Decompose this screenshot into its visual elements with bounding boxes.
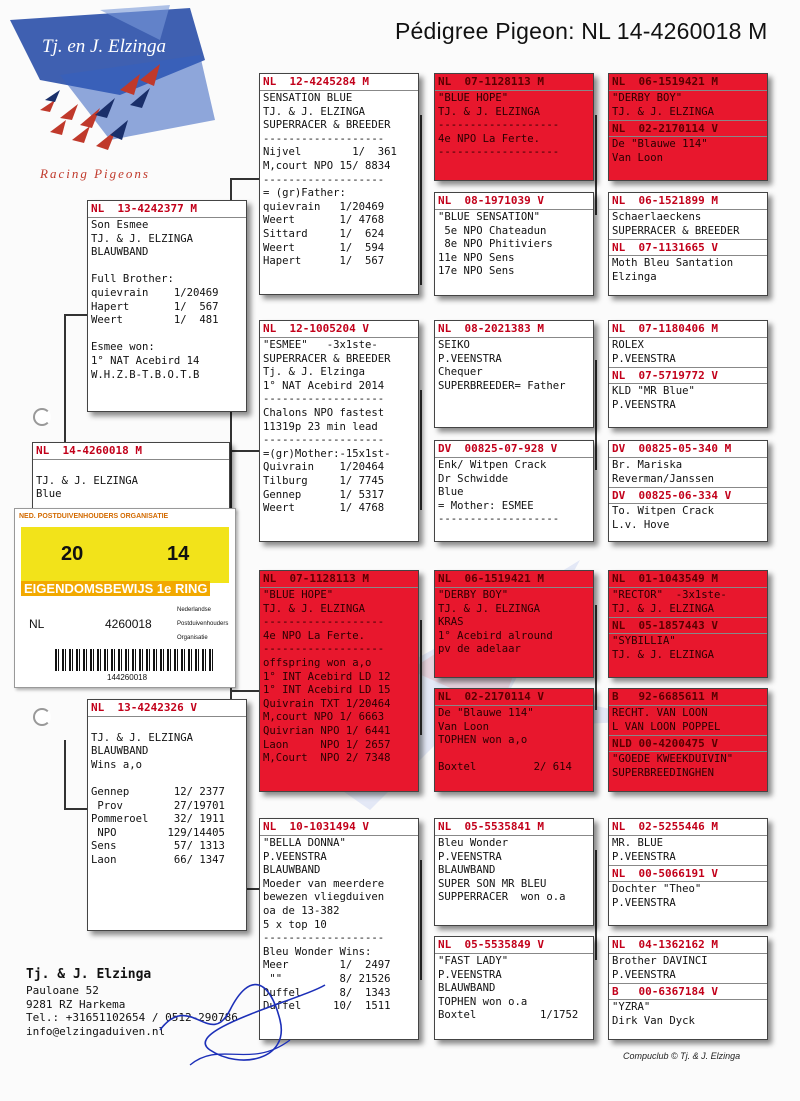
connector-line: [64, 808, 88, 810]
pedigree-box-gen3-8: [434, 936, 594, 1040]
pedigree-box-subject: [32, 442, 230, 510]
contact-tel: Tel.: +31651102654 / 0512-290786: [26, 1011, 238, 1024]
ring-number: NLD 00-4200475 V: [609, 735, 767, 752]
ring-number: NL 10-1031494 V: [260, 819, 418, 836]
pedigree-line: [91, 718, 243, 732]
pedigree-line: Esmee won:: [91, 341, 155, 354]
pedigree-line: TJ. & J. ELZINGA: [612, 648, 715, 661]
ring-card-barcode-number: 144260018: [107, 673, 148, 682]
pedigree-line: TOPHEN won o.a: [438, 995, 528, 1008]
pedigree-line: Van Loon: [438, 720, 490, 733]
pedigree-line: Pommeroel 32/ 1911: [91, 813, 225, 826]
pedigree-line: 8e NPO Phitiviers: [438, 238, 553, 251]
pedigree-line: TJ. & J. ELZINGA: [263, 602, 366, 615]
pedigree-line: "GOEDE KWEEKDUIVIN": [612, 753, 734, 766]
pedigree-line: 4e NPO La Ferte.: [438, 132, 541, 145]
ring-card-org-p: Postduivenhouders: [177, 621, 229, 627]
pedigree-line: -------------------: [263, 434, 385, 447]
ring-number: B 00-6367184 V: [609, 983, 767, 1000]
pedigree-box-gen4-8: [608, 936, 768, 1040]
ring-number: DV 00825-07-928 V: [435, 441, 593, 458]
signature-graphic: [150, 970, 330, 1080]
pedigree-line: -------------------: [263, 393, 385, 406]
pedigree-line: BLAUWBAND: [91, 246, 149, 259]
pedigree-line: 1° NAT Acebird 2014: [263, 379, 385, 392]
pedigree-line: [91, 260, 243, 274]
pedigree-line: -------------------: [263, 643, 385, 656]
pedigree-line: Dr Schwidde: [438, 472, 509, 485]
pedigree-line: 11e NPO Sens: [438, 251, 515, 264]
pedigree-line: Bleu Wonder Wins:: [263, 945, 372, 958]
pedigree-box-gen4-4: [608, 440, 768, 542]
pedigree-line: Tj. & J. Elzinga: [263, 366, 366, 379]
pedigree-box-gen3-2: [434, 192, 594, 296]
pedigree-line: Meer 1/ 2497: [263, 959, 391, 972]
pedigree-line: TJ. & J. ELZINGA: [36, 474, 139, 487]
pedigree-line: TJ. & J. ELZINGA: [91, 731, 194, 744]
pedigree-line: offspring won a,o: [263, 656, 372, 669]
pedigree-line: P.VEENSTRA: [612, 850, 676, 863]
ring-number: NL 13-4242326 V: [88, 700, 246, 717]
pedigree-line: TJ. & J. ELZINGA: [263, 105, 366, 118]
pedigree-line: Brother DAVINCI: [612, 955, 708, 967]
pedigree-line: SENSATION BLUE: [263, 92, 353, 104]
pedigree-box-sire-dam: [259, 320, 419, 542]
ring-number: NL 02-2170114 V: [435, 689, 593, 706]
connector-line: [230, 450, 260, 452]
connector-line: [595, 605, 597, 710]
pedigree-line: quievrain 1/20469: [263, 200, 385, 213]
pedigree-line: [438, 748, 590, 762]
pedigree-line: -------------------: [263, 616, 385, 629]
pedigree-line: Boxtel 1/1752: [438, 1009, 579, 1022]
ring-number: NL 06-1519421 M: [609, 74, 767, 91]
pedigree-line: 5e NPO Chateadun: [438, 224, 547, 237]
ring-card-label: EIGENDOMSBEWIJS 1e RING: [21, 581, 210, 596]
pedigree-line: "BELLA DONNA": [263, 837, 346, 849]
connector-line: [64, 314, 66, 446]
ring-number: NL 12-4245284 M: [260, 74, 418, 91]
pedigree-line: Br. Mariska: [612, 459, 683, 471]
contact-name: Tj. & J. Elzinga: [26, 967, 152, 982]
pedigree-line: 4e NPO La Ferte.: [263, 629, 366, 642]
pedigree-line: Quivrian NPO 1/ 6441: [263, 724, 391, 737]
connector-line: [420, 390, 422, 510]
pedigree-line: "SYBILLIA": [612, 635, 676, 648]
pedigree-line: -------------------: [263, 932, 385, 945]
ring-card-org-n: Nederlandse: [177, 607, 212, 613]
pedigree-line: -------------------: [263, 132, 385, 145]
pedigree-line: L VAN LOON POPPEL: [612, 720, 721, 733]
pedigree-line: Gennep 1/ 5317: [263, 488, 385, 501]
ring-number: NL 07-1128113 M: [260, 571, 418, 588]
pedigree-line: BLAUWBAND: [438, 864, 496, 877]
ring-number: NL 14-4260018 M: [33, 443, 229, 460]
pedigree-line: [91, 328, 243, 342]
pedigree-line: Duffel 8/ 1343: [263, 986, 391, 999]
ring-number: NL 01-1043549 M: [609, 571, 767, 588]
barcode-graphic: [55, 649, 215, 671]
pedigree-line: quievrain 1/20469: [91, 286, 219, 299]
ring-card-prefix: NL: [29, 617, 45, 631]
ring-number: NL 07-1180406 M: [609, 321, 767, 338]
pedigree-line: Chequer: [438, 366, 483, 379]
pedigree-line: M,Court NPO 2/ 7348: [263, 752, 391, 765]
ring-number: NL 02-2170114 V: [609, 120, 767, 137]
pedigree-line: Tilburg 1/ 7745: [263, 474, 385, 487]
page-title: Pédigree Pigeon: NL 14-4260018 M: [395, 18, 768, 44]
punch-hole: [33, 708, 51, 726]
pedigree-line: BLAUWBAND: [438, 982, 496, 995]
pedigree-line: SUPERRACER & BREEDER: [263, 352, 391, 365]
pedigree-line: "FAST LADY": [438, 955, 509, 967]
pedigree-box-gen3-6: [434, 688, 594, 792]
pedigree-line: Sens 57/ 1313: [91, 840, 225, 853]
pedigree-line: 1° NAT Acebird 14: [91, 354, 200, 367]
connector-line: [64, 740, 66, 810]
pedigree-line: "RECTOR" -3x1ste-: [612, 589, 727, 601]
ring-card-yellow-band: [21, 527, 229, 583]
pedigree-line: "BLUE HOPE": [263, 589, 334, 601]
ring-number: NL 05-1857443 V: [609, 617, 767, 634]
pedigree-line: De "Blauwe 114": [612, 138, 708, 151]
pedigree-line: ROLEX: [612, 339, 644, 351]
pedigree-line: = Mother: ESMEE: [438, 499, 534, 512]
pedigree-line: Laon NPO 1/ 2657: [263, 738, 391, 751]
pedigree-line: Quivrain TXT 1/20464: [263, 697, 391, 710]
ring-number: NL 07-1128113 M: [435, 74, 593, 91]
pedigree-line: 1° INT Acebird LD 15: [263, 684, 391, 697]
pedigree-line: BLAUWBAND: [263, 864, 321, 877]
ring-number: NL 05-5535849 V: [435, 937, 593, 954]
pedigree-line: P.VEENSTRA: [612, 398, 676, 411]
pedigree-box-gen4-3: [608, 320, 768, 428]
pedigree-line: Chalons NPO fastest: [263, 406, 385, 419]
logo-flag-graphic: [0, 0, 260, 190]
pedigree-line: "DERBY BOY": [438, 589, 509, 601]
pedigree-line: SUPER SON MR BLEU: [438, 877, 547, 890]
pedigree-line: M,court NPO 15/ 8834: [263, 159, 391, 172]
pedigree-line: Weert 1/ 594: [263, 241, 385, 254]
ring-number: NL 08-1971039 V: [435, 193, 593, 210]
pedigree-line: To. Witpen Crack: [612, 505, 715, 518]
pedigree-line: "BLUE SENSATION": [438, 211, 541, 223]
pedigree-box-gen3-3: [434, 320, 594, 428]
pedigree-line: SEIKO: [438, 339, 470, 351]
pedigree-line: Reverman/Janssen: [612, 472, 715, 485]
ring-card-org-o: Organisatie: [177, 635, 208, 641]
contact-street: Pauloane 52: [26, 984, 99, 997]
pedigree-line: SUPERRACER & BREEDER: [612, 224, 740, 237]
pedigree-line: [91, 772, 243, 786]
pedigree-line: 1° Acebird alround: [438, 629, 553, 642]
pedigree-line: SUPERRACER & BREEDER: [263, 119, 391, 132]
ring-number: NL 04-1362162 M: [609, 937, 767, 954]
pedigree-box-gen4-7: [608, 818, 768, 926]
pedigree-line: RECHT. VAN LOON: [612, 707, 708, 719]
pedigree-line: =(gr)Mother:-15x1st-: [263, 447, 391, 460]
pedigree-line: Bleu Wonder: [438, 837, 509, 849]
pedigree-line: -------------------: [438, 513, 560, 526]
pedigree-line: Moth Bleu Santation: [612, 257, 734, 270]
pedigree-line: Weert 1/ 4768: [263, 502, 385, 515]
pedigree-line: W.H.Z.B-T.B.O.T.B: [91, 368, 200, 381]
pedigree-line: Gennep 12/ 2377: [91, 785, 225, 798]
pedigree-line: [36, 461, 226, 475]
pedigree-line: "YZRA": [612, 1001, 651, 1014]
pedigree-line: L.v. Hove: [612, 518, 670, 531]
ring-number: DV 00825-06-334 V: [609, 487, 767, 504]
ring-number: NL 02-5255446 M: [609, 819, 767, 836]
pedigree-line: 5 x top 10: [263, 918, 327, 931]
pedigree-line: SUPPERRACER won o.a: [438, 891, 566, 904]
ring-number: NL 06-1519421 M: [435, 571, 593, 588]
pedigree-line: 1° INT Acebird LD 12: [263, 670, 391, 683]
pedigree-box-gen3-5: [434, 570, 594, 678]
connector-line: [595, 360, 597, 470]
pedigree-line: "DERBY BOY": [612, 92, 683, 104]
pedigree-line: Son Esmee: [91, 219, 149, 231]
pedigree-line: -------------------: [438, 119, 560, 132]
connector-line: [420, 860, 422, 980]
pedigree-line: oa de 13-382: [263, 904, 340, 917]
pedigree-line: "BLUE HOPE": [438, 92, 509, 104]
pedigree-line: Dirk Van Dyck: [612, 1014, 695, 1027]
pedigree-line: Weert 1/ 4768: [263, 214, 385, 227]
pedigree-line: P.VEENSTRA: [438, 850, 502, 863]
punch-hole: [33, 408, 51, 426]
pedigree-line: Dochter "Theo": [612, 883, 702, 896]
pedigree-line: P.VEENSTRA: [612, 896, 676, 909]
pedigree-line: NPO 129/14405: [91, 826, 225, 839]
ring-number: NL 08-2021383 M: [435, 321, 593, 338]
ring-number: NL 00-5066191 V: [609, 865, 767, 882]
pedigree-line: Schaerlaeckens: [612, 211, 702, 223]
pedigree-line: Quivrain 1/20464: [263, 461, 385, 474]
pedigree-line: "" 8/ 21526: [263, 972, 391, 985]
pedigree-line: Prov 27/19701: [91, 799, 225, 812]
contact-city: 9281 RZ Harkema: [26, 997, 126, 1011]
connector-line: [595, 115, 597, 215]
ring-number: B 92-6685611 M: [609, 689, 767, 706]
pedigree-line: pv de adelaar: [438, 643, 521, 656]
pedigree-line: TJ. & J. ELZINGA: [438, 105, 541, 118]
pedigree-line: Hapert 1/ 567: [263, 255, 385, 268]
contact-email: info@elzingaduiven.nl: [26, 1024, 166, 1038]
ring-number: NL 05-5535841 M: [435, 819, 593, 836]
pedigree-line: KRAS: [438, 616, 464, 629]
connector-line: [230, 690, 260, 692]
ring-ownership-card: [14, 508, 236, 688]
pedigree-line: "ESMEE" -3x1ste-: [263, 339, 378, 351]
connector-line: [230, 178, 260, 180]
logo-name: Tj. en J. Elzinga: [42, 36, 167, 57]
pedigree-line: -------------------: [438, 146, 560, 159]
pedigree-line: Laon 66/ 1347: [91, 853, 225, 866]
pedigree-line: Wins a,o: [91, 758, 143, 771]
pedigree-line: Elzinga: [612, 270, 657, 283]
pedigree-line: BLAUWBAND: [91, 745, 149, 758]
ring-card-number: 4260018: [105, 617, 152, 631]
pedigree-line: De "Blauwe 114": [438, 707, 534, 719]
connector-line: [595, 850, 597, 960]
ring-number: NL 07-1131665 V: [609, 239, 767, 256]
pedigree-line: Moeder van meerdere: [263, 877, 385, 890]
pedigree-line: Enk/ Witpen Crack: [438, 459, 547, 471]
pedigree-line: TJ. & J. ELZINGA: [612, 602, 715, 615]
pedigree-line: TJ. & J. ELZINGA: [438, 602, 541, 615]
pedigree-line: P.VEENSTRA: [438, 352, 502, 365]
connector-line: [420, 620, 422, 735]
ring-card-year-left: 20: [61, 543, 84, 565]
pedigree-line: P.VEENSTRA: [438, 968, 502, 981]
pedigree-box-gen3-1: [434, 73, 594, 181]
pedigree-line: -------------------: [263, 173, 385, 186]
pedigree-box-gen4-1: [608, 73, 768, 181]
pedigree-line: P.VEENSTRA: [263, 850, 327, 863]
pedigree-line: 11319p 23 min lead: [263, 420, 378, 433]
ring-card-header: NED. POSTDUIVENHOUDERS ORGANISATIE: [19, 513, 169, 520]
pedigree-line: 17e NPO Sens: [438, 265, 515, 278]
logo-subtitle: Racing Pigeons: [40, 166, 150, 181]
pedigree-box-gen4-6: [608, 688, 768, 792]
pedigree-line: MR. BLUE: [612, 837, 664, 849]
pedigree-line: Nijvel 1/ 361: [263, 146, 397, 159]
pedigree-line: = (gr)Father:: [263, 187, 346, 200]
pedigree-line: TJ. & J. ELZINGA: [612, 105, 715, 118]
ring-number: NL 13-4242377 M: [88, 201, 246, 218]
pedigree-line: P.VEENSTRA: [612, 352, 676, 365]
connector-line: [420, 115, 422, 285]
pedigree-line: P.VEENSTRA: [612, 968, 676, 981]
pedigree-line: Full Brother:: [91, 273, 174, 286]
pedigree-box-gen3-7: [434, 818, 594, 926]
footer-credit: Compuclub © Tj. & J. Elzinga: [623, 1051, 741, 1061]
pedigree-line: SUPERBREEDER= Father: [438, 379, 566, 392]
pedigree-line: Sittard 1/ 624: [263, 227, 385, 240]
ring-number: NL 06-1521899 M: [609, 193, 767, 210]
pedigree-box-sire-sire: [259, 73, 419, 295]
pedigree-box-gen4-5: [608, 570, 768, 678]
pedigree-line: SUPERBREEDINGHEN: [612, 766, 715, 779]
pedigree-line: Hapert 1/ 567: [91, 300, 219, 313]
pedigree-box-sire: [87, 200, 247, 412]
connector-line: [64, 314, 88, 316]
pedigree-line: Blue: [36, 488, 62, 501]
pedigree-box-dam-sire: [259, 570, 419, 792]
ring-number: NL 12-1005204 V: [260, 321, 418, 338]
pedigree-line: Weert 1/ 481: [91, 314, 219, 327]
ring-number: DV 00825-05-340 M: [609, 441, 767, 458]
pedigree-line: KLD "MR Blue": [612, 385, 695, 398]
pedigree-line: M,court NPO 1/ 6663: [263, 711, 385, 724]
pedigree-box-dam: [87, 699, 247, 931]
ring-number: NL 07-5719772 V: [609, 367, 767, 384]
pedigree-line: bewezen vliegduiven: [263, 891, 385, 904]
pedigree-line: Blue: [438, 486, 464, 499]
pedigree-box-gen3-4: [434, 440, 594, 542]
pedigree-line: TJ. & J. ELZINGA: [91, 232, 194, 245]
pedigree-box-gen4-2: [608, 192, 768, 296]
ring-card-year-right: 14: [167, 543, 190, 565]
pedigree-line: TOPHEN won a,o: [438, 734, 528, 747]
pedigree-line: Boxtel 2/ 614: [438, 761, 572, 774]
pedigree-line: Duffel 10/ 1511: [263, 1000, 391, 1013]
pedigree-line: Van Loon: [612, 151, 664, 164]
